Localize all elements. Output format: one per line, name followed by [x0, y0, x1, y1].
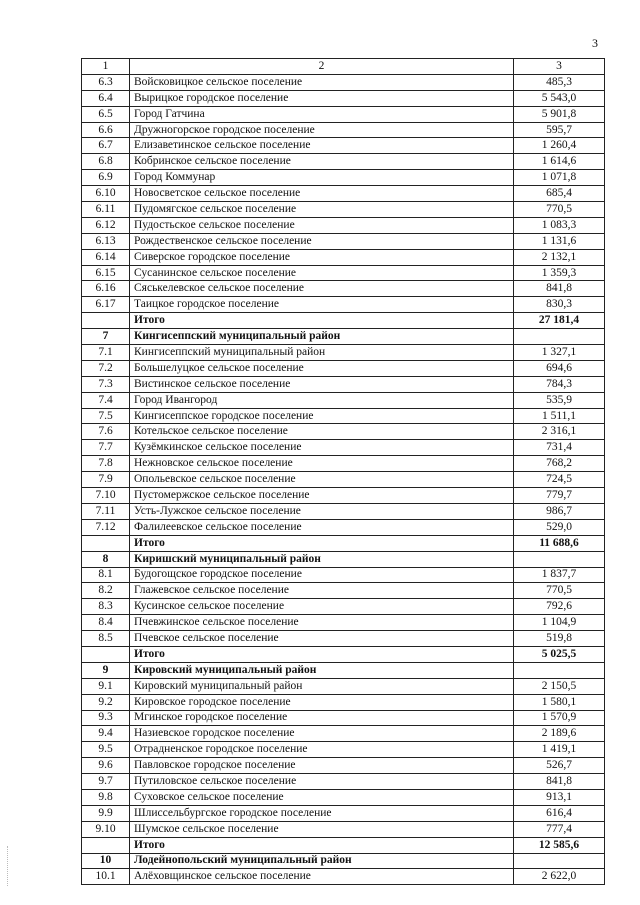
table-row — [82, 805, 605, 821]
row-name: Вырицкое городское поселение — [130, 90, 514, 106]
row-value: 731,4 — [514, 440, 605, 456]
row-number: 8.1 — [82, 567, 130, 583]
row-name: Фалилеевское сельское поселение — [130, 519, 514, 535]
row-value: 768,2 — [514, 456, 605, 472]
row-value: 685,4 — [514, 186, 605, 202]
row-value — [514, 551, 605, 567]
row-value: 535,9 — [514, 392, 605, 408]
row-number: 9.3 — [82, 710, 130, 726]
row-name: Павловское городское поселение — [130, 758, 514, 774]
row-name: Лодейнопольский муниципальный район — [130, 853, 514, 869]
row-name: Итого — [130, 535, 514, 551]
table-row — [82, 869, 605, 885]
row-value: 1 580,1 — [514, 694, 605, 710]
row-number: 8.3 — [82, 599, 130, 615]
table-row — [82, 249, 605, 265]
row-number: 8.2 — [82, 583, 130, 599]
row-value: 830,3 — [514, 297, 605, 313]
row-value: 1 570,9 — [514, 710, 605, 726]
row-name: Назиевское городское поселение — [130, 726, 514, 742]
table-row-district — [82, 329, 605, 345]
table-row — [82, 456, 605, 472]
row-name: Шумское сельское поселение — [130, 821, 514, 837]
row-name: Вистинское сельское поселение — [130, 376, 514, 392]
table-row — [82, 122, 605, 138]
row-value: 1 131,6 — [514, 233, 605, 249]
row-value: 12 585,6 — [514, 837, 605, 853]
row-value: 986,7 — [514, 503, 605, 519]
row-number — [82, 313, 130, 329]
row-number: 7.10 — [82, 488, 130, 504]
row-number: 6.16 — [82, 281, 130, 297]
table-row — [82, 631, 605, 647]
row-number: 9.8 — [82, 789, 130, 805]
row-number: 7.12 — [82, 519, 130, 535]
row-number: 7.1 — [82, 345, 130, 361]
table-row — [82, 694, 605, 710]
row-name: Итого — [130, 313, 514, 329]
row-name: Кузёмкинское сельское поселение — [130, 440, 514, 456]
row-name: Город Гатчина — [130, 106, 514, 122]
table-row-total — [82, 646, 605, 662]
row-name: Сусанинское сельское поселение — [130, 265, 514, 281]
row-number: 8.4 — [82, 615, 130, 631]
row-name: Кобринское сельское поселение — [130, 154, 514, 170]
row-name: Большелуцкое сельское поселение — [130, 360, 514, 376]
row-number: 9.6 — [82, 758, 130, 774]
table-row — [82, 424, 605, 440]
row-value: 1 837,7 — [514, 567, 605, 583]
row-number: 7.11 — [82, 503, 130, 519]
table-row — [82, 360, 605, 376]
row-value — [514, 662, 605, 678]
scan-margin-mark — [7, 846, 9, 886]
column-header-number: 1 — [82, 59, 130, 75]
table-row — [82, 821, 605, 837]
table-row — [82, 774, 605, 790]
table-row — [82, 281, 605, 297]
row-name: Елизаветинское сельское поселение — [130, 138, 514, 154]
row-number — [82, 535, 130, 551]
table-row — [82, 678, 605, 694]
table-row — [82, 74, 605, 90]
table-row — [82, 392, 605, 408]
row-number: 6.7 — [82, 138, 130, 154]
row-number: 7.4 — [82, 392, 130, 408]
row-name: Сиверское городское поселение — [130, 249, 514, 265]
row-name: Киришский муниципальный район — [130, 551, 514, 567]
row-number: 7.3 — [82, 376, 130, 392]
row-number — [82, 646, 130, 662]
row-number: 9.1 — [82, 678, 130, 694]
row-number: 6.12 — [82, 217, 130, 233]
row-number: 7.9 — [82, 472, 130, 488]
row-value: 792,6 — [514, 599, 605, 615]
row-number: 9.5 — [82, 742, 130, 758]
row-name: Итого — [130, 646, 514, 662]
row-name: Итого — [130, 837, 514, 853]
row-number: 9.2 — [82, 694, 130, 710]
table-row — [82, 106, 605, 122]
row-number: 6.17 — [82, 297, 130, 313]
row-value: 1 071,8 — [514, 170, 605, 186]
table-row — [82, 376, 605, 392]
table-row-district — [82, 662, 605, 678]
row-value: 27 181,4 — [514, 313, 605, 329]
row-value: 770,5 — [514, 202, 605, 218]
row-value: 777,4 — [514, 821, 605, 837]
row-value: 2 189,6 — [514, 726, 605, 742]
row-value: 694,6 — [514, 360, 605, 376]
row-name: Отрадненское городское поселение — [130, 742, 514, 758]
row-number: 9.10 — [82, 821, 130, 837]
table-row — [82, 583, 605, 599]
row-name: Кировское городское поселение — [130, 694, 514, 710]
table-body — [82, 74, 605, 884]
row-name: Глажевское сельское поселение — [130, 583, 514, 599]
row-name: Сяськелевское сельское поселение — [130, 281, 514, 297]
row-name: Дружногорское городское поселение — [130, 122, 514, 138]
row-name: Усть-Лужское сельское поселение — [130, 503, 514, 519]
row-number: 6.8 — [82, 154, 130, 170]
row-number: 6.9 — [82, 170, 130, 186]
row-name: Город Ивангород — [130, 392, 514, 408]
row-value: 841,8 — [514, 281, 605, 297]
row-number: 6.15 — [82, 265, 130, 281]
row-value: 1 260,4 — [514, 138, 605, 154]
table-row — [82, 233, 605, 249]
row-number: 6.11 — [82, 202, 130, 218]
row-name: Будогощское городское поселение — [130, 567, 514, 583]
row-number: 10.1 — [82, 869, 130, 885]
row-name: Войсковицкое сельское поселение — [130, 74, 514, 90]
row-number: 9 — [82, 662, 130, 678]
table-row — [82, 170, 605, 186]
row-name: Кировский муниципальный район — [130, 662, 514, 678]
row-value — [514, 853, 605, 869]
row-name: Таицкое городское поселение — [130, 297, 514, 313]
row-value: 519,8 — [514, 631, 605, 647]
row-name: Мгинское городское поселение — [130, 710, 514, 726]
row-number — [82, 837, 130, 853]
table-row — [82, 186, 605, 202]
row-value: 913,1 — [514, 789, 605, 805]
column-header-name: 2 — [130, 59, 514, 75]
row-number: 7.5 — [82, 408, 130, 424]
row-value: 2 150,5 — [514, 678, 605, 694]
row-number: 6.13 — [82, 233, 130, 249]
row-value — [514, 329, 605, 345]
table-row — [82, 440, 605, 456]
row-name: Кусинское сельское поселение — [130, 599, 514, 615]
row-number: 7.8 — [82, 456, 130, 472]
row-number: 6.14 — [82, 249, 130, 265]
table-row — [82, 138, 605, 154]
table-row — [82, 345, 605, 361]
row-number: 8.5 — [82, 631, 130, 647]
table-row — [82, 265, 605, 281]
table-row-district — [82, 551, 605, 567]
row-value: 616,4 — [514, 805, 605, 821]
row-number: 6.3 — [82, 74, 130, 90]
row-name: Алёховщинское сельское поселение — [130, 869, 514, 885]
row-name: Шлиссельбургское городское поселение — [130, 805, 514, 821]
row-value: 526,7 — [514, 758, 605, 774]
row-number: 7 — [82, 329, 130, 345]
row-name: Суховское сельское поселение — [130, 789, 514, 805]
table-row — [82, 472, 605, 488]
row-name: Опольевское сельское поселение — [130, 472, 514, 488]
allocation-table — [81, 58, 605, 885]
row-value: 1 359,3 — [514, 265, 605, 281]
row-value: 5 025,5 — [514, 646, 605, 662]
row-value: 1 511,1 — [514, 408, 605, 424]
row-value: 779,7 — [514, 488, 605, 504]
row-name: Путиловское сельское поселение — [130, 774, 514, 790]
row-value: 724,5 — [514, 472, 605, 488]
table-row — [82, 710, 605, 726]
row-value: 5 901,8 — [514, 106, 605, 122]
row-value: 2 622,0 — [514, 869, 605, 885]
table-row — [82, 503, 605, 519]
row-name: Пудомягское сельское поселение — [130, 202, 514, 218]
row-value: 1 327,1 — [514, 345, 605, 361]
row-value: 595,7 — [514, 122, 605, 138]
table-row — [82, 742, 605, 758]
row-number: 9.7 — [82, 774, 130, 790]
row-value: 1 083,3 — [514, 217, 605, 233]
table-row — [82, 488, 605, 504]
table-row — [82, 297, 605, 313]
row-name: Город Коммунар — [130, 170, 514, 186]
row-name: Кингисеппский муниципальный район — [130, 329, 514, 345]
row-number: 10 — [82, 853, 130, 869]
row-value: 11 688,6 — [514, 535, 605, 551]
row-value: 2 316,1 — [514, 424, 605, 440]
page-number: 3 — [592, 36, 598, 50]
row-value: 1 104,9 — [514, 615, 605, 631]
row-name: Пустомержское сельское поселение — [130, 488, 514, 504]
row-name: Кингисеппское городское поселение — [130, 408, 514, 424]
row-name: Кингисеппский муниципальный район — [130, 345, 514, 361]
table-row-total — [82, 313, 605, 329]
row-number: 7.6 — [82, 424, 130, 440]
row-number: 6.6 — [82, 122, 130, 138]
row-value: 485,3 — [514, 74, 605, 90]
row-number: 7.2 — [82, 360, 130, 376]
row-value: 770,5 — [514, 583, 605, 599]
row-name: Новосветское сельское поселение — [130, 186, 514, 202]
row-name: Нежновское сельское поселение — [130, 456, 514, 472]
row-name: Пчевжинское сельское поселение — [130, 615, 514, 631]
table-row-district — [82, 853, 605, 869]
row-name: Рождественское сельское поселение — [130, 233, 514, 249]
row-value: 1 614,6 — [514, 154, 605, 170]
row-name: Кировский муниципальный район — [130, 678, 514, 694]
table-row-total — [82, 535, 605, 551]
table-row — [82, 789, 605, 805]
table-row — [82, 615, 605, 631]
table-row — [82, 202, 605, 218]
table-row — [82, 90, 605, 106]
row-number: 6.5 — [82, 106, 130, 122]
row-value: 529,0 — [514, 519, 605, 535]
row-number: 6.4 — [82, 90, 130, 106]
table-row — [82, 726, 605, 742]
table-row — [82, 599, 605, 615]
row-name: Пчевское сельское поселение — [130, 631, 514, 647]
row-name: Пудостьское сельское поселение — [130, 217, 514, 233]
table-row — [82, 154, 605, 170]
row-value: 5 543,0 — [514, 90, 605, 106]
row-number: 9.4 — [82, 726, 130, 742]
row-value: 841,8 — [514, 774, 605, 790]
row-number: 9.9 — [82, 805, 130, 821]
table-header-row — [82, 59, 605, 75]
table-row — [82, 408, 605, 424]
table-row — [82, 519, 605, 535]
table-row — [82, 217, 605, 233]
row-number: 8 — [82, 551, 130, 567]
table-row — [82, 567, 605, 583]
row-number: 7.7 — [82, 440, 130, 456]
table-row — [82, 758, 605, 774]
row-name: Котельское сельское поселение — [130, 424, 514, 440]
row-value: 1 419,1 — [514, 742, 605, 758]
column-header-value: 3 — [514, 59, 605, 75]
row-value: 784,3 — [514, 376, 605, 392]
row-value: 2 132,1 — [514, 249, 605, 265]
table-row-total — [82, 837, 605, 853]
row-number: 6.10 — [82, 186, 130, 202]
